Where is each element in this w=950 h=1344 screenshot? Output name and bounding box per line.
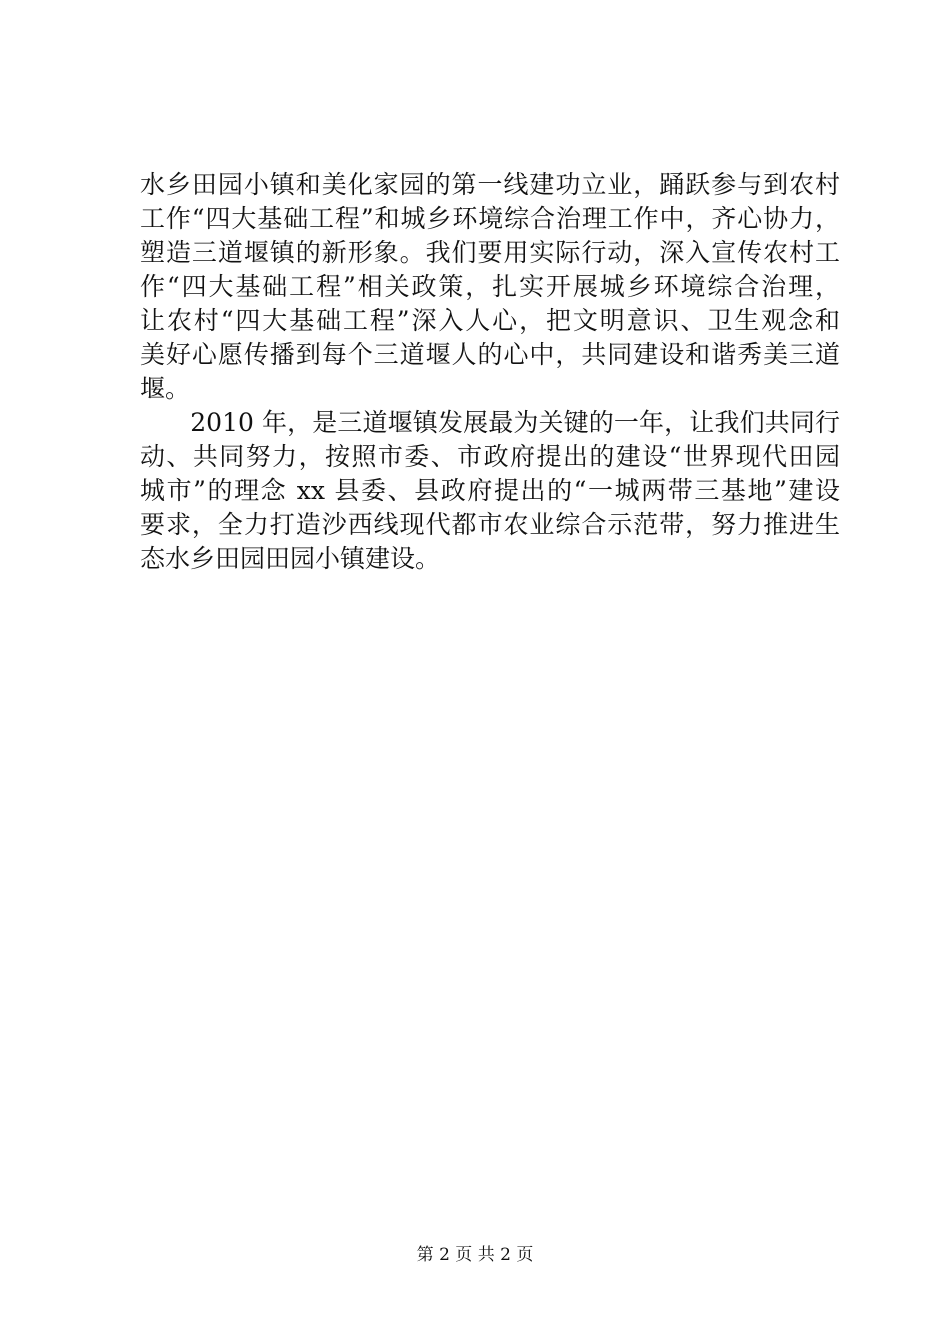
text-line: 要求，全力打造沙西线现代都市农业综合示范带，努力推进生 bbox=[140, 510, 840, 539]
text-line: 美好心愿传播到每个三道堰人的心中，共同建设和谐秀美三道 bbox=[140, 340, 840, 369]
text-line: 2010 年，是三道堰镇发展最为关键的一年，让我们共同行 bbox=[140, 408, 840, 437]
body-text bbox=[140, 168, 840, 576]
paragraph-1 bbox=[140, 168, 840, 406]
page-number-label: 第 2 页 共 2 页 bbox=[416, 1245, 534, 1265]
text-line: 动、共同努力，按照市委、市政府提出的建设“世界现代田园 bbox=[140, 442, 840, 471]
paragraph-2 bbox=[140, 406, 840, 576]
text-line: 塑造三道堰镇的新形象。我们要用实际行动，深入宣传农村工 bbox=[140, 238, 840, 267]
text-line: 作“四大基础工程”相关政策，扎实开展城乡环境综合治理， bbox=[140, 272, 840, 301]
text-line: 态水乡田园田园小镇建设。 bbox=[140, 544, 441, 573]
text-line: 工作“四大基础工程”和城乡环境综合治理工作中，齐心协力， bbox=[140, 204, 840, 233]
page-footer bbox=[0, 1243, 950, 1267]
text-line: 城市”的理念 xx 县委、县政府提出的“一城两带三基地”建设 bbox=[140, 476, 840, 505]
text-line: 让农村“四大基础工程”深入人心，把文明意识、卫生观念和 bbox=[140, 306, 840, 335]
text-line: 水乡田园小镇和美化家园的第一线建功立业，踊跃参与到农村 bbox=[140, 170, 840, 199]
text-line: 堰。 bbox=[140, 374, 191, 403]
